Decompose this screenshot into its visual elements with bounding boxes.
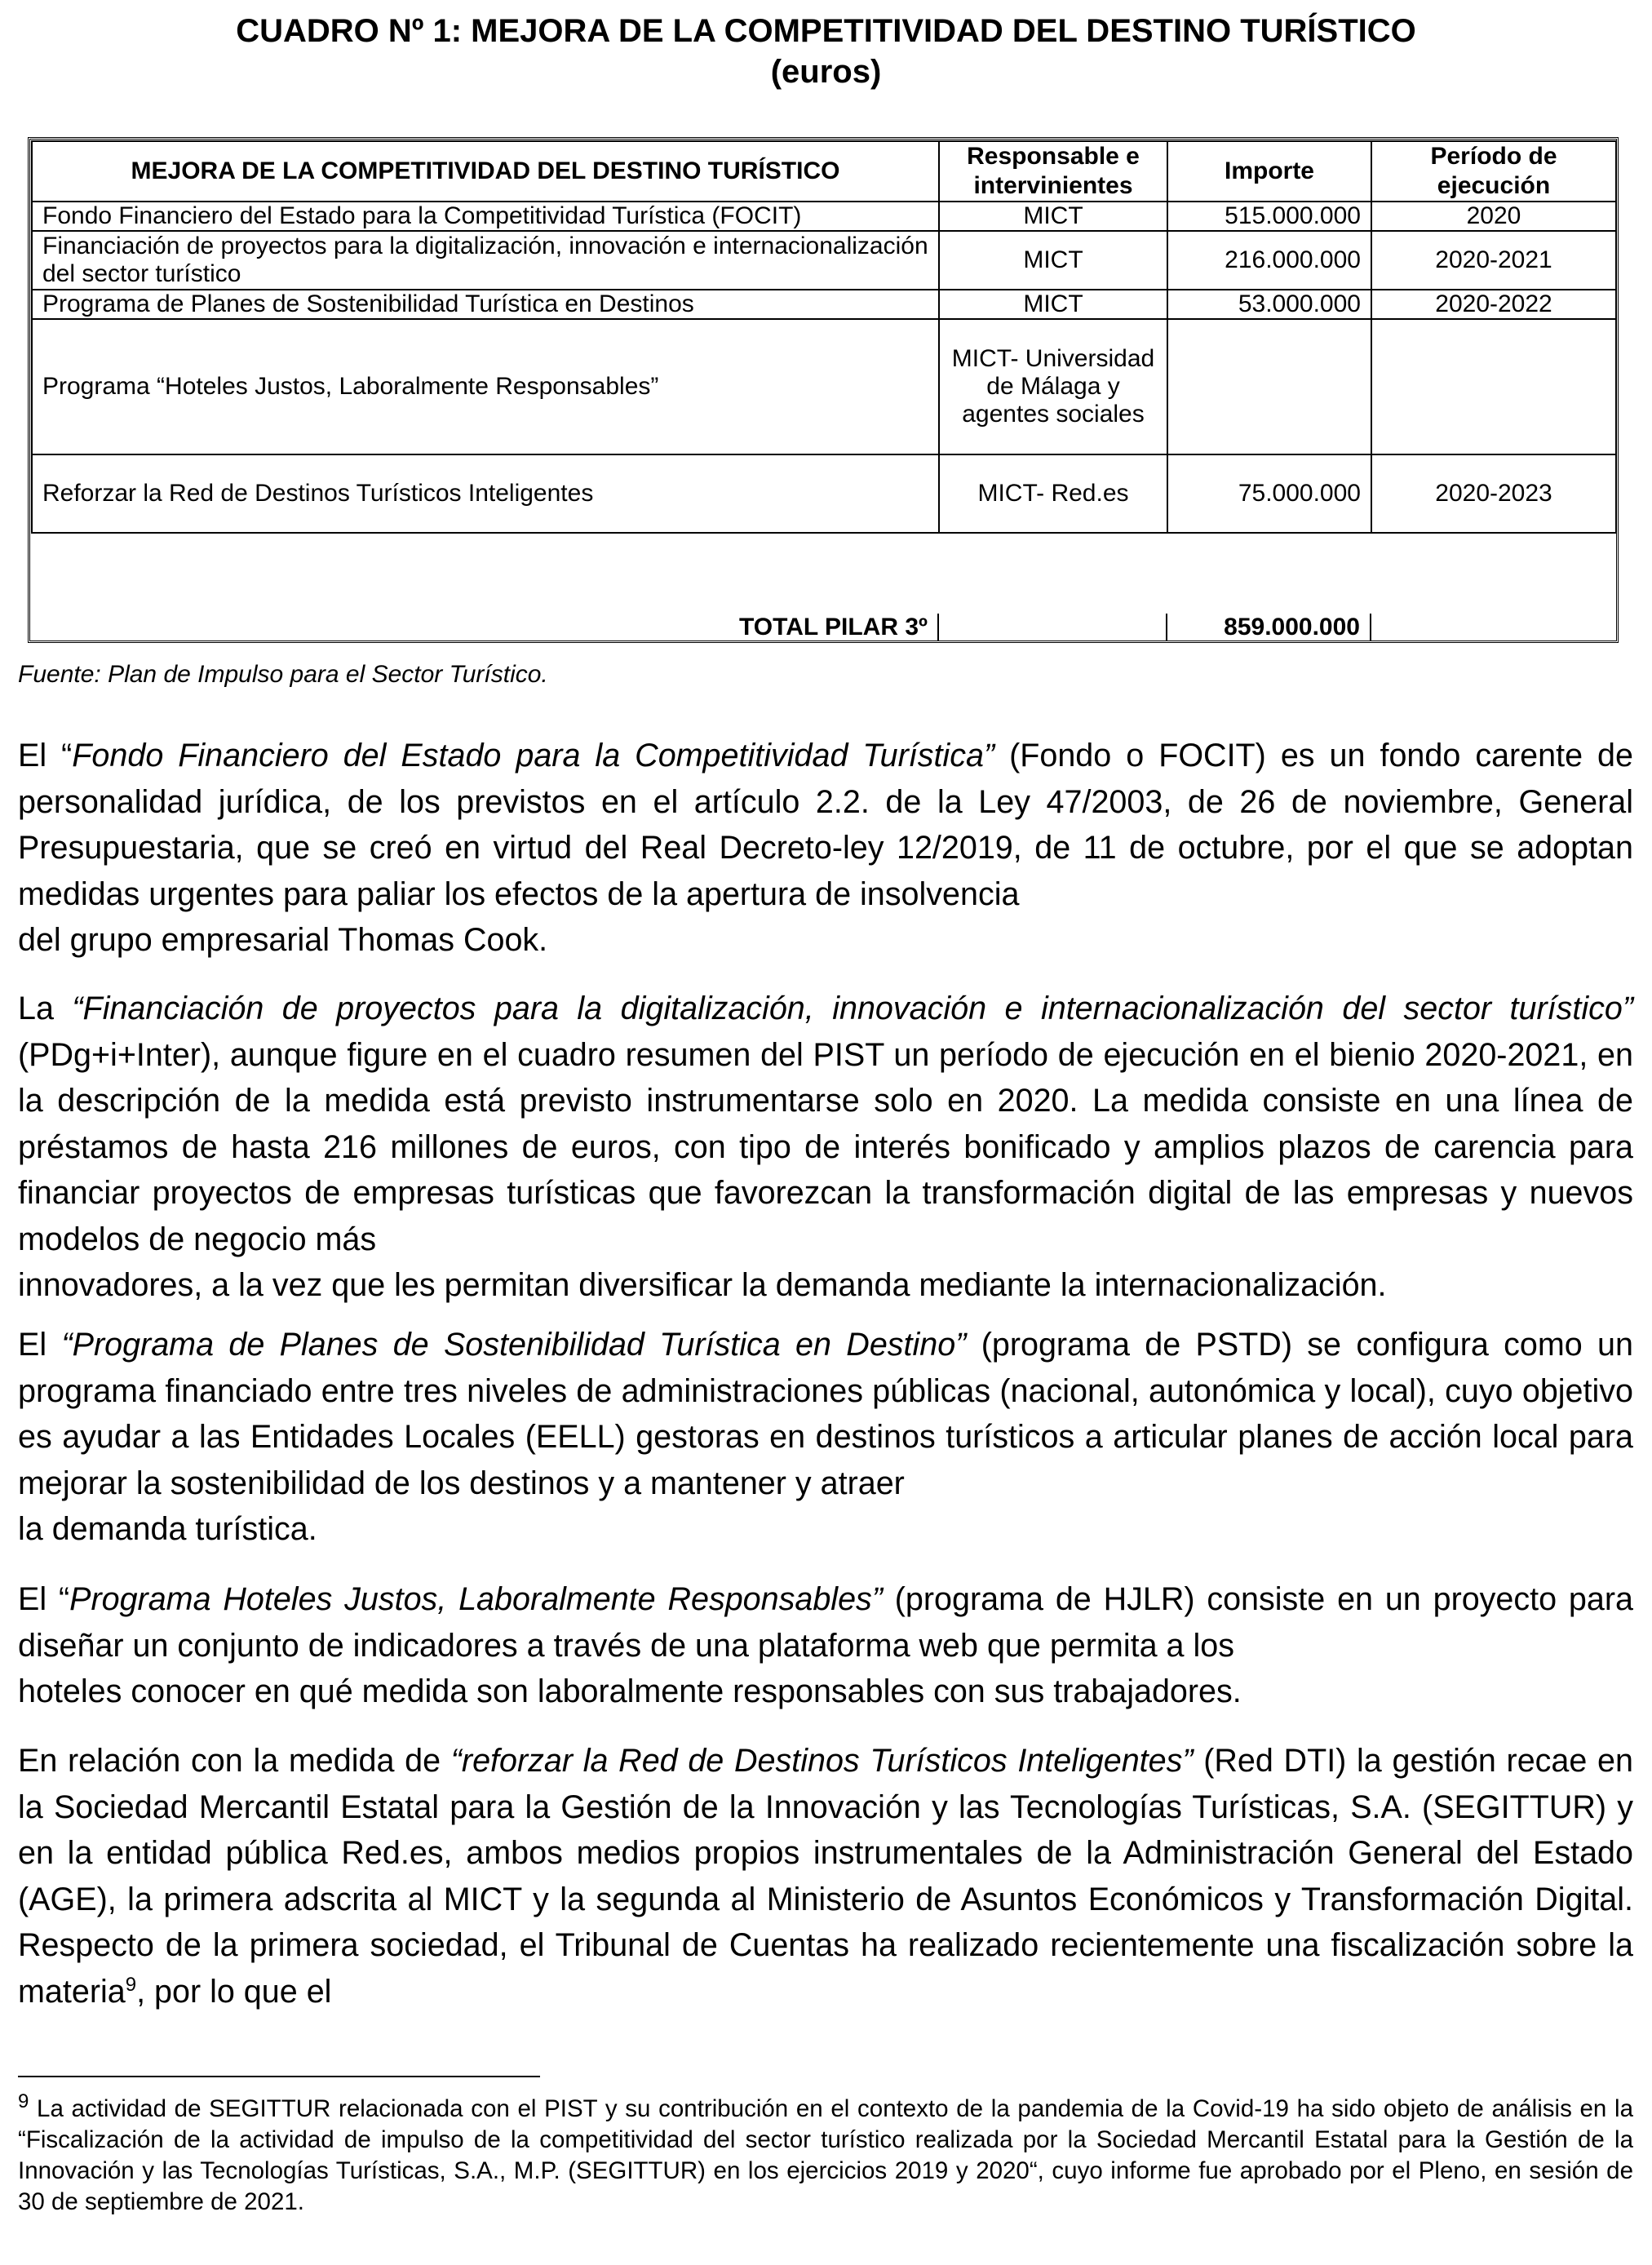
total-empty-cell — [1371, 614, 1615, 641]
table-source-note: Fuente: Plan de Impulso para el Sector Turístico. — [18, 661, 548, 688]
table-subtitle-units: (euros) — [770, 54, 882, 90]
header-measure: MEJORA DE LA COMPETITIVIDAD DEL DESTINO TURÍSTICO — [32, 141, 939, 202]
paragraph-text: (PDg+i+Inter), aunque figure en el cuadro resumen del PIST un período de ejecución en el bienio 2020-2021, en la descripción de la medida está previsto instrumentarse solo en 2020. La medida consiste en una línea de préstamos de hasta 216 millones de euros, con tipo de interés bonificado y amplios plazos de carencia para financiar proyectos de empresas turísticas que favorezcan la transformación digital de las empresas y nuevos modelos de negocio más — [18, 1036, 1633, 1257]
paragraph-emphasis: “reforzar la Red de Destinos Turísticos Inteligentes” — [450, 1743, 1194, 1779]
header-period: Período de ejecución — [1371, 141, 1616, 202]
row-period: 2020-2023 — [1371, 454, 1616, 533]
row-amount: 53.000.000 — [1167, 290, 1371, 319]
paragraph-emphasis: “Financiación de proyectos para la digitalización, innovación e internacionalización del sector turístico” — [72, 991, 1633, 1026]
total-label: TOTAL PILAR 3º — [31, 614, 938, 641]
row-measure: Programa de Planes de Sostenibilidad Turística en Destinos — [32, 290, 939, 319]
paragraph-text: En relación con la medida de — [18, 1743, 451, 1779]
footnote-text: La actividad de SEGITTUR relacionada con el PIST y su contribución en el contexto de la pandemia de la Covid-19 ha sido objeto de análisis en la “Fiscalización de la actividad de impulso de la competitividad del sector turístico realizada por la Sociedad Mercantil Estatal para la Gestión de la Innovación y las Tecnologías Turísticas, S.A., M.P. (SEGITTUR) en los ejercicios 2019 y 2020“, cuyo informe fue aprobado por el Pleno, en sesión de 30 de septiembre de 2021. — [18, 2095, 1633, 2215]
footnote-marker: 9 — [18, 2090, 29, 2113]
paragraph-text: (programa de PSTD) se configura como un programa financiado entre tres niveles de administraciones públicas (nacional, autonómica y local), cuyo objetivo es ayudar a las Entidades Locales (EELL) gestoras en destinos turísticos a articular planes de acción local para mejorar la sostenibilidad de los destinos y a mantener y atraer — [18, 1327, 1633, 1501]
table-title: CUADRO Nº 1: MEJORA DE LA COMPETITIVIDAD DEL DESTINO TURÍSTICO — [236, 13, 1416, 49]
paragraph-text: (Fondo o FOCIT) es un fondo carente de personalidad jurídica, de los previstos en el artículo 2.2. de la Ley 47/2003, de 26 de noviembre, General Presupuestaria, que se creó en virtud del Real Decreto-ley 12/2019, de 11 de octubre, por el que se adoptan medidas urgentes para paliar los efectos de la apertura de insolvencia — [18, 738, 1633, 912]
paragraph-text: El — [18, 1327, 62, 1363]
paragraph-text: (programa de HJLR) consiste en un proyecto para diseñar un conjunto de indicadores a través de una plataforma web que permita a los — [18, 1581, 1633, 1664]
row-measure: Fondo Financiero del Estado para la Competitividad Turística (FOCIT) — [32, 202, 939, 231]
table-row — [32, 319, 1616, 454]
footnote-reference[interactable]: 9 — [125, 1973, 137, 1996]
footnote — [18, 2090, 1633, 2218]
total-row — [31, 614, 1615, 641]
paragraph-text: (Red DTI) la gestión recae en la Sociedad Mercantil Estatal para la Gestión de la Innovación y las Tecnologías Turísticas, S.A. (SEGITTUR) y en la entidad pública Red.es, ambos medios propios instrumentales de la Administración General del Estado (AGE), la primera adscrita al MICT y la segunda al Ministerio de Asuntos Económicos y Transformación Digital. Respecto de la primera sociedad, el Tribunal de Cuentas ha realizado recientemente una fiscalización sobre la materia — [18, 1743, 1633, 2010]
row-responsible: MICT — [939, 202, 1167, 231]
row-amount: 216.000.000 — [1167, 231, 1371, 290]
row-period: 2020-2022 — [1371, 290, 1616, 319]
paragraph-last-line: del grupo empresarial Thomas Cook. — [18, 922, 548, 958]
total-empty-cell — [938, 614, 1167, 641]
table-header-row — [32, 141, 1616, 202]
row-responsible: MICT- Universidad de Málaga y agentes sociales — [939, 319, 1167, 454]
row-period — [1371, 319, 1616, 454]
footnote-separator — [18, 2076, 540, 2077]
paragraph-focit — [18, 733, 1633, 964]
row-measure: Financiación de proyectos para la digitalización, innovación e internacionalización del sector turístico — [32, 231, 939, 290]
row-responsible: MICT — [939, 290, 1167, 319]
table-row — [32, 231, 1616, 290]
paragraph-red-dti — [18, 1738, 1633, 2015]
row-responsible: MICT — [939, 231, 1167, 290]
row-measure: Programa “Hoteles Justos, Laboralmente Responsables” — [32, 319, 939, 454]
paragraph-emphasis: “Programa de Planes de Sostenibilidad Turística en Destino” — [61, 1327, 967, 1363]
paragraph-pdg-i-inter — [18, 986, 1633, 1309]
row-amount — [1167, 319, 1371, 454]
paragraph-emphasis: Programa Hoteles Justos, Laboralmente Responsables” — [69, 1581, 883, 1617]
measures-table — [31, 140, 1617, 534]
row-amount: 515.000.000 — [1167, 202, 1371, 231]
row-amount: 75.000.000 — [1167, 454, 1371, 533]
table-row — [32, 202, 1616, 231]
row-period: 2020-2021 — [1371, 231, 1616, 290]
row-measure: Reforzar la Red de Destinos Turísticos Inteligentes — [32, 454, 939, 533]
paragraph-pstd — [18, 1322, 1633, 1553]
paragraph-last-line: la demanda turística. — [18, 1511, 317, 1547]
row-period: 2020 — [1371, 202, 1616, 231]
header-amount: Importe — [1167, 141, 1371, 202]
header-responsible: Responsable e intervinientes — [939, 141, 1167, 202]
paragraph-text: , por lo que el — [136, 1973, 332, 2010]
row-responsible: MICT- Red.es — [939, 454, 1167, 533]
table-row — [32, 290, 1616, 319]
paragraph-hjlr — [18, 1576, 1633, 1715]
table-row — [32, 454, 1616, 533]
paragraph-last-line: hoteles conocer en qué medida son laboralmente responsables con sus trabajadores. — [18, 1673, 1242, 1709]
paragraph-text: La — [18, 991, 73, 1026]
paragraph-emphasis: Fondo Financiero del Estado para la Competitividad Turística” — [72, 738, 995, 773]
paragraph-text: El “ — [18, 1581, 70, 1617]
total-amount: 859.000.000 — [1167, 614, 1371, 641]
paragraph-text: El “ — [18, 738, 73, 773]
paragraph-last-line: innovadores, a la vez que les permitan diversificar la demanda mediante la internacionalización. — [18, 1267, 1387, 1303]
